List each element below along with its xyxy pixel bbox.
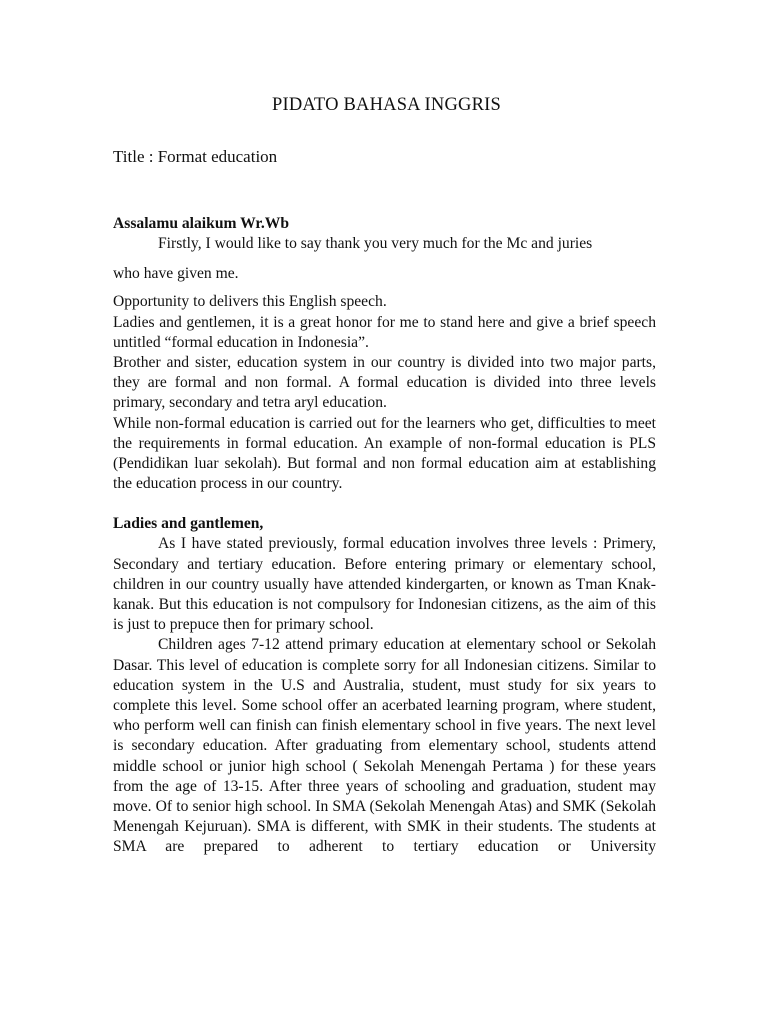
- paragraph-three-levels: As I have stated previously, formal education involves three levels : Primery, Secondary and tertiary education. Before entering primary or elementary school, children in our country usually have attended kindergarten, or known as Tman Knak-kanak. But this education is not compulsory for Indonesian citizens, as the aim of this is just to prepuce then for primary school.: [113, 535, 656, 634]
- paragraph-thanks-line1: Firstly, I would like to say thank you very much for the Mc and juries: [158, 235, 593, 252]
- paragraph-thanks-line2: who have given me.: [113, 265, 239, 283]
- section-heading: Ladies and gantlemen,: [113, 515, 264, 533]
- greeting-heading: Assalamu alaikum Wr.Wb: [113, 215, 290, 232]
- document-page: [113, 92, 656, 858]
- document-title: PIDATO BAHASA INGGRIS: [272, 95, 501, 115]
- paragraph-education-system: Brother and sister, education system in our country is divided into two major parts, they are formal and non formal. A formal education is divided into three levels primary, secondary and tetra aryl education.: [113, 354, 656, 412]
- speech-title: Title : Format education: [113, 147, 278, 166]
- paragraph-opportunity: Opportunity to delivers this English speech.: [113, 293, 387, 311]
- paragraph-non-formal: While non-formal education is carried out for the learners who get, difficulties to meet the requirements in formal education. An example of non-formal education is PLS (Pendidikan luar sekolah). But formal and non formal education aim at establishing the education process in our country.: [113, 414, 656, 493]
- paragraph-primary-education: Children ages 7-12 attend primary education at elementary school or Sekolah Dasar. This level of education is complete sorry for all Indonesian citizens. Similar to education system in the U.S and Australia, student, must study for six years to complete this level. Some school offer an acerbated learning program, where student, who perform well can finish can finish elementary school in five years. The next level is secondary education. After graduating from elementary school, students attend middle school or junior high school ( Sekolah Menengah Pertama ) for these years from the age of 13-15. After three years of schooling and graduation, student may move. Of to senior high school. In SMA (Sekolah Menengah Atas) and SMK (Sekolah Menengah Kejuruan). SMA is different, with SMK in their students. The students at SMA are prepared to adherent to tertiary education or University: [113, 636, 656, 856]
- paragraph-honor: Ladies and gentlemen, it is a great honor for me to stand here and give a brief speech untitled “formal education in Indonesia”.: [113, 313, 656, 351]
